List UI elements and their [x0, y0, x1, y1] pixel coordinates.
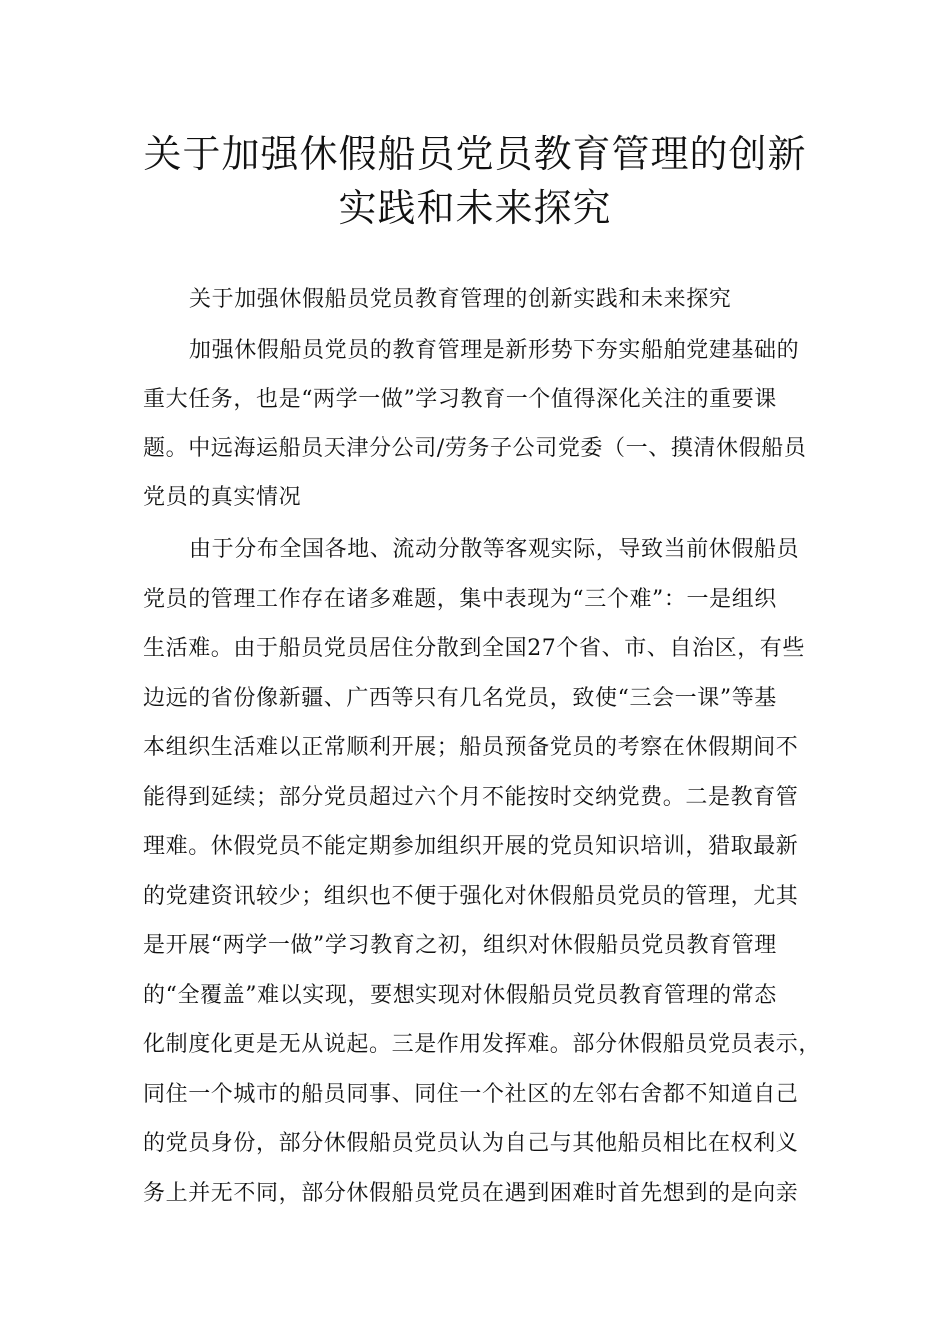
paragraph-line: 的“全覆盖”难以实现，要想实现对休假船员党员教育管理的常态: [143, 983, 777, 1008]
paragraph-line: 同住一个城市的船员同事、同住一个社区的左邻右舍都不知道自己: [143, 1082, 799, 1107]
paragraph-line: 能得到延续；部分党员超过六个月不能按时交纳党费。二是教育管: [143, 785, 799, 810]
paragraph-line: 的党建资讯较少；组织也不便于强化对休假船员党员的管理，尤其: [143, 884, 799, 909]
document-title-line-2: 实践和未来探究: [338, 186, 612, 230]
paragraph-line: 务上并无不同，部分休假船员党员在遇到困难时首先想到的是向亲: [143, 1181, 799, 1206]
paragraph-line: 由于分布全国各地、流动分散等客观实际，导致当前休假船员: [189, 537, 800, 562]
paragraph-line: 生活难。由于船员党员居住分散到全国27个省、市、自治区，有些: [143, 636, 805, 661]
paragraph-line: 加强休假船员党员的教育管理是新形势下夯实船舶党建基础的: [189, 338, 800, 363]
paragraph-line: 题。中远海运船员天津分公司/劳务子公司党委（一、摸清休假船员: [143, 436, 807, 461]
paragraph-line: 理难。休假党员不能定期参加组织开展的党员知识培训，猎取最新: [143, 834, 799, 859]
paragraph-line: 党员的管理工作存在诸多难题，集中表现为“三个难”：一是组织: [143, 587, 777, 612]
paragraph-line: 本组织生活难以正常顺利开展；船员预备党员的考察在休假期间不: [143, 735, 799, 760]
paragraph-line: 重大任务，也是“两学一做”学习教育一个值得深化关注的重要课: [143, 387, 777, 412]
document-title-line-1: 关于加强休假船员党员教育管理的创新: [143, 132, 807, 176]
subtitle-line: 关于加强休假船员党员教育管理的创新实践和未来探究: [189, 287, 732, 312]
paragraph-line: 的党员身份，部分休假船员党员认为自己与其他船员相比在权利义: [143, 1131, 799, 1156]
paragraph-line: 是开展“两学一做”学习教育之初，组织对休假船员党员教育管理: [143, 933, 777, 958]
paragraph-line: 党员的真实情况: [143, 485, 302, 510]
paragraph-line: 边远的省份像新疆、广西等只有几名党员，致使“三会一课”等基: [143, 686, 777, 711]
paragraph-line: 化制度化更是无从说起。三是作用发挥难。部分休假船员党员表示，: [143, 1032, 822, 1057]
